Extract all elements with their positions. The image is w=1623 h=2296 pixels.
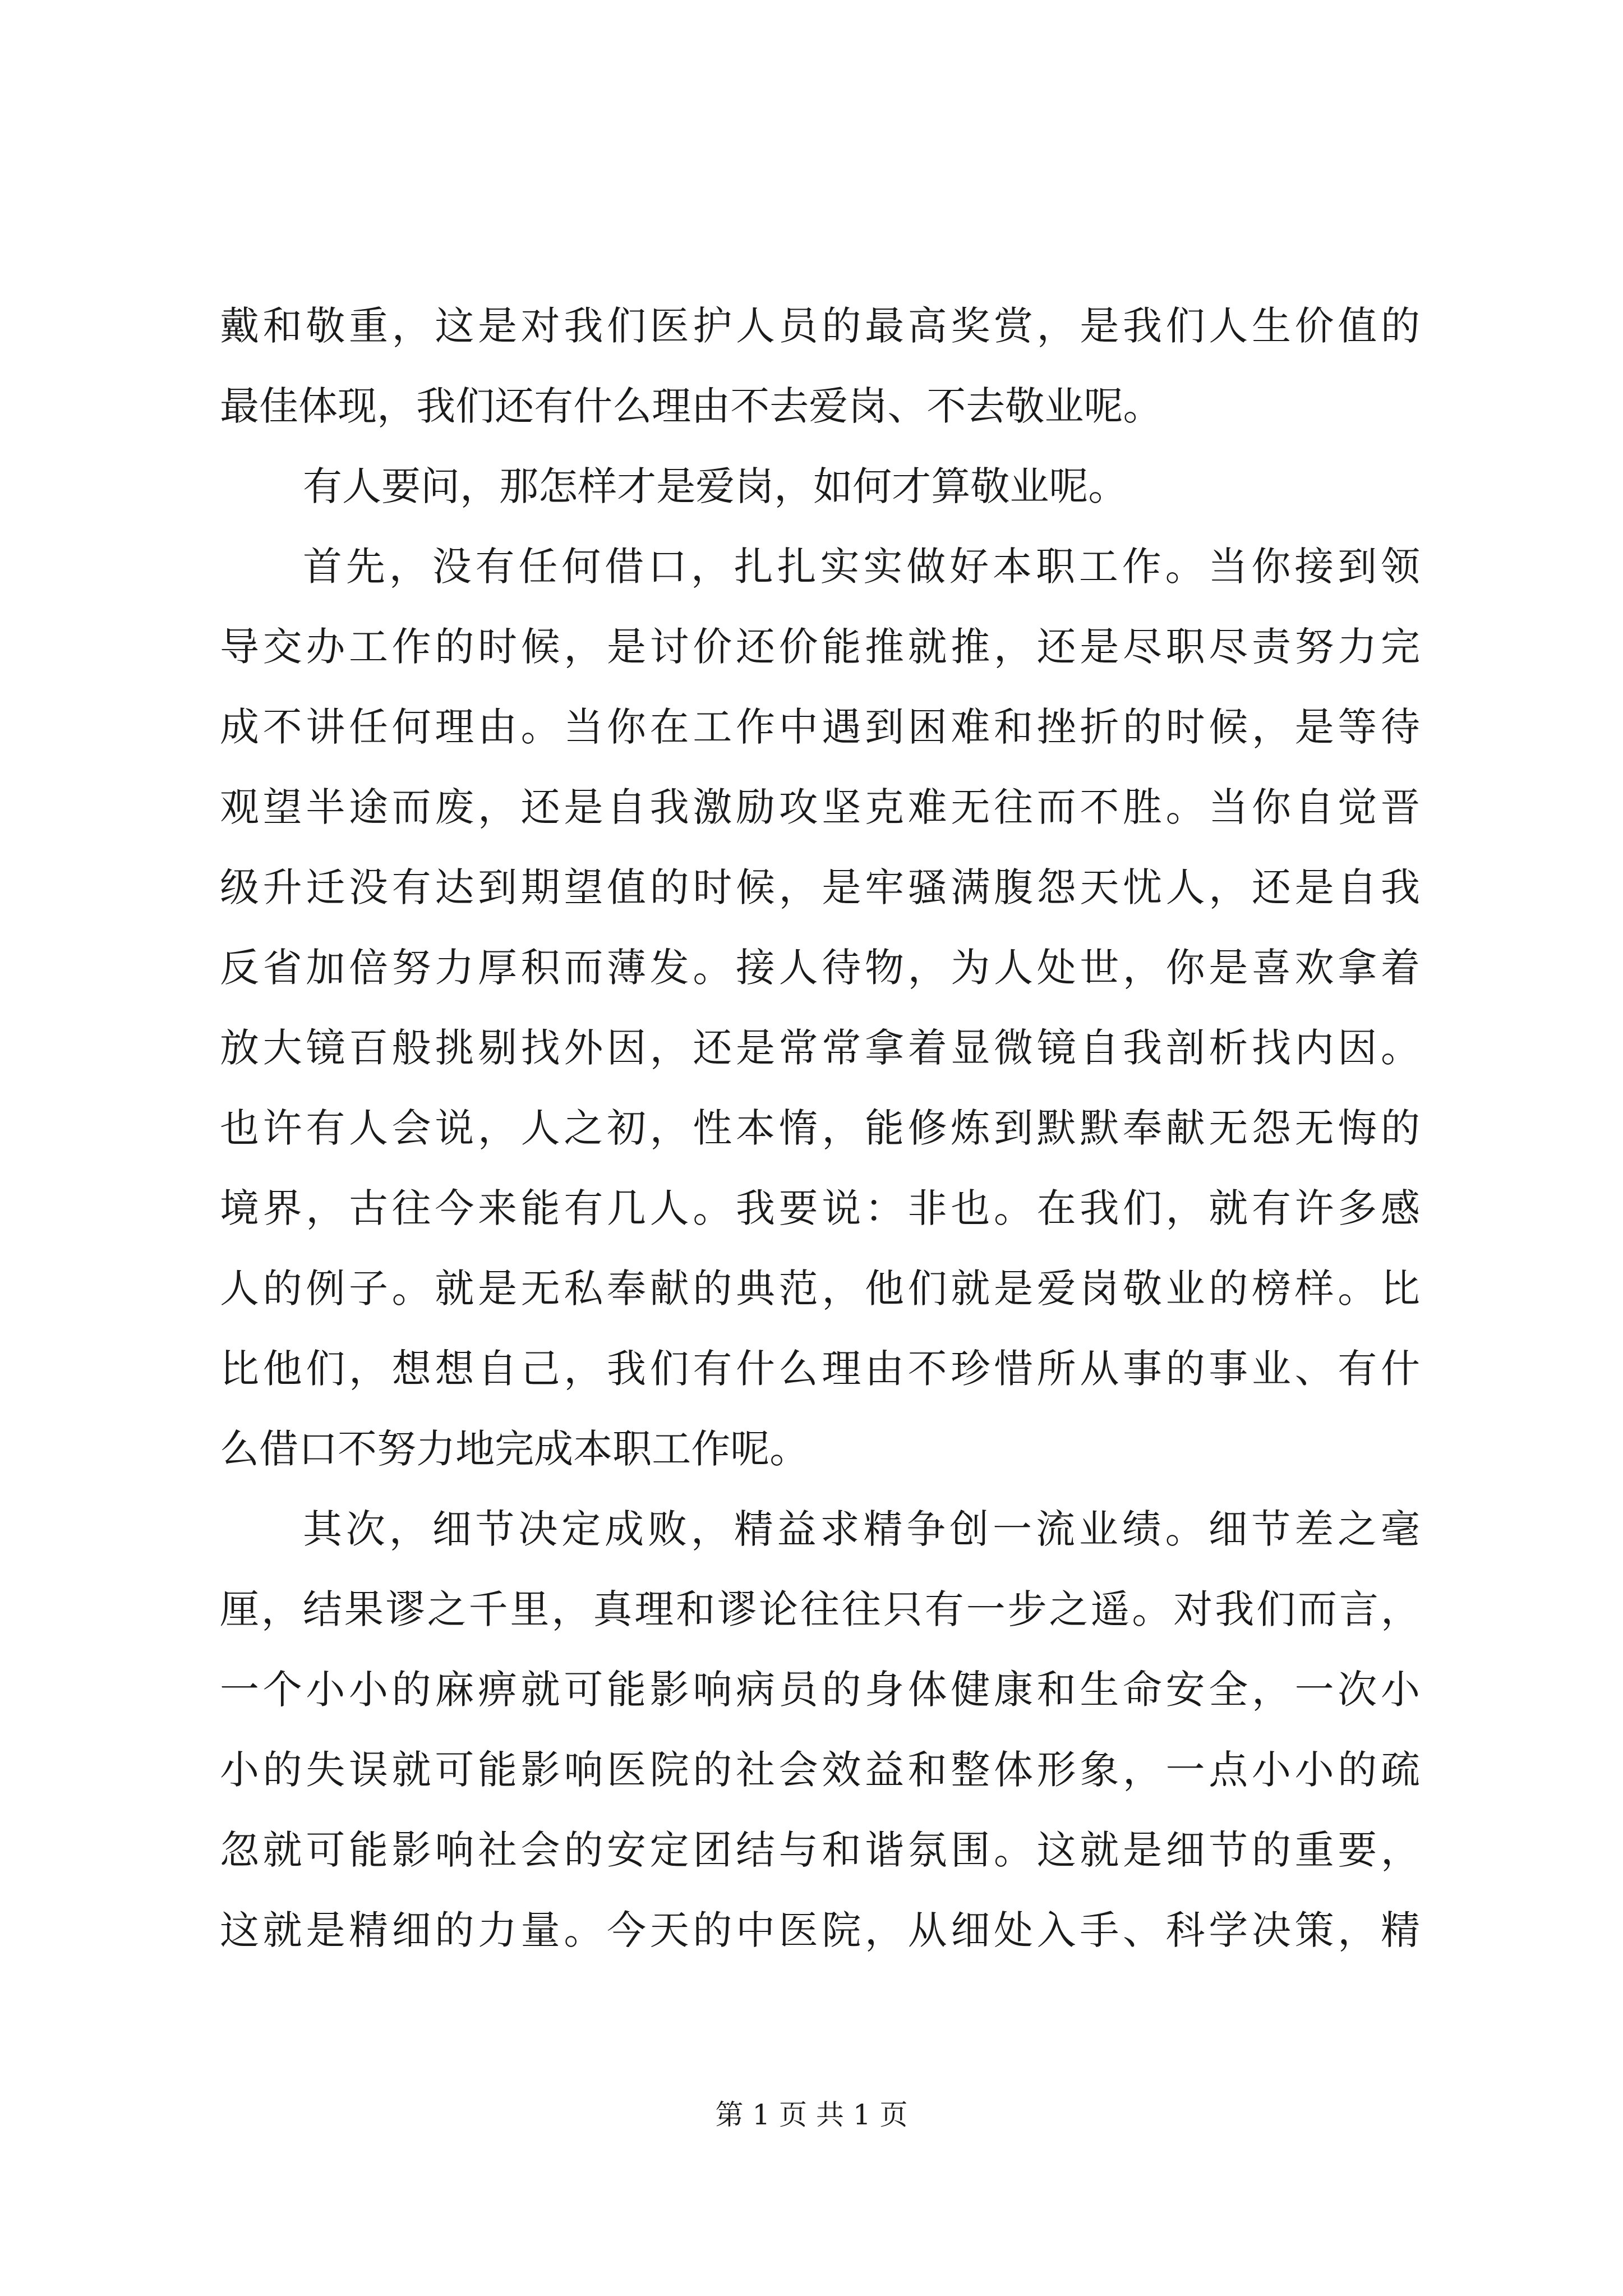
text-line: 这就是精细的力量。今天的中医院，从细处入手、科学决策，精 bbox=[220, 1907, 1420, 1953]
text-line: 首先，没有任何借口，扎扎实实做好本职工作。当你接到领 bbox=[303, 544, 1420, 590]
text-line: 放大镜百般挑剔找外因，还是常常拿着显微镜自我剖析找内因。 bbox=[220, 1025, 1420, 1071]
text-line: 其次，细节决定成败，精益求精争创一流业绩。细节差之毫 bbox=[303, 1506, 1420, 1552]
text-line: 反省加倍努力厚积而薄发。接人待物，为人处世，你是喜欢拿着 bbox=[220, 945, 1420, 991]
text-line: 最佳体现，我们还有什么理由不去爱岗、不去敬业呢。 bbox=[220, 383, 1163, 429]
text-line: 比他们，想想自己，我们有什么理由不珍惜所从事的事业、有什 bbox=[220, 1346, 1420, 1392]
body-text bbox=[220, 286, 1420, 1971]
text-line: 小的失误就可能影响医院的社会效益和整体形象，一点小小的疏 bbox=[220, 1747, 1420, 1793]
text-line: 一个小小的麻痹就可能影响病员的身体健康和生命安全，一次小 bbox=[220, 1667, 1420, 1713]
text-line: 级升迁没有达到期望值的时候，是牢骚满腹怨天忧人，还是自我 bbox=[220, 864, 1420, 910]
text-line: 戴和敬重，这是对我们医护人员的最高奖赏，是我们人生价值的 bbox=[220, 303, 1420, 349]
text-line: 成不讲任何理由。当你在工作中遇到困难和挫折的时候，是等待 bbox=[220, 704, 1420, 750]
text-line: 也许有人会说，人之初，性本惰，能修炼到默默奉献无怨无悔的 bbox=[220, 1105, 1420, 1151]
text-line: 境界，古往今来能有几人。我要说：非也。在我们，就有许多感 bbox=[220, 1185, 1420, 1231]
text-line: 么借口不努力地完成本职工作呢。 bbox=[220, 1426, 809, 1472]
text-line: 忽就可能影响社会的安定团结与和谐氛围。这就是细节的重要， bbox=[220, 1827, 1420, 1873]
text-line: 有人要问，那怎样才是爱岗，如何才算敬业呢。 bbox=[303, 463, 1128, 509]
text-line: 观望半途而废，还是自我激励攻坚克难无往而不胜。当你自觉晋 bbox=[220, 784, 1420, 830]
text-line: 人的例子。就是无私奉献的典范，他们就是爱岗敬业的榜样。比 bbox=[220, 1266, 1420, 1312]
text-line: 导交办工作的时候，是讨价还价能推就推，还是尽职尽责努力完 bbox=[220, 624, 1420, 670]
page-footer: 第 1 页 共 1 页 bbox=[715, 2099, 908, 2131]
text-line: 厘，结果谬之千里，真理和谬论往往只有一步之遥。对我们而言， bbox=[220, 1586, 1420, 1632]
